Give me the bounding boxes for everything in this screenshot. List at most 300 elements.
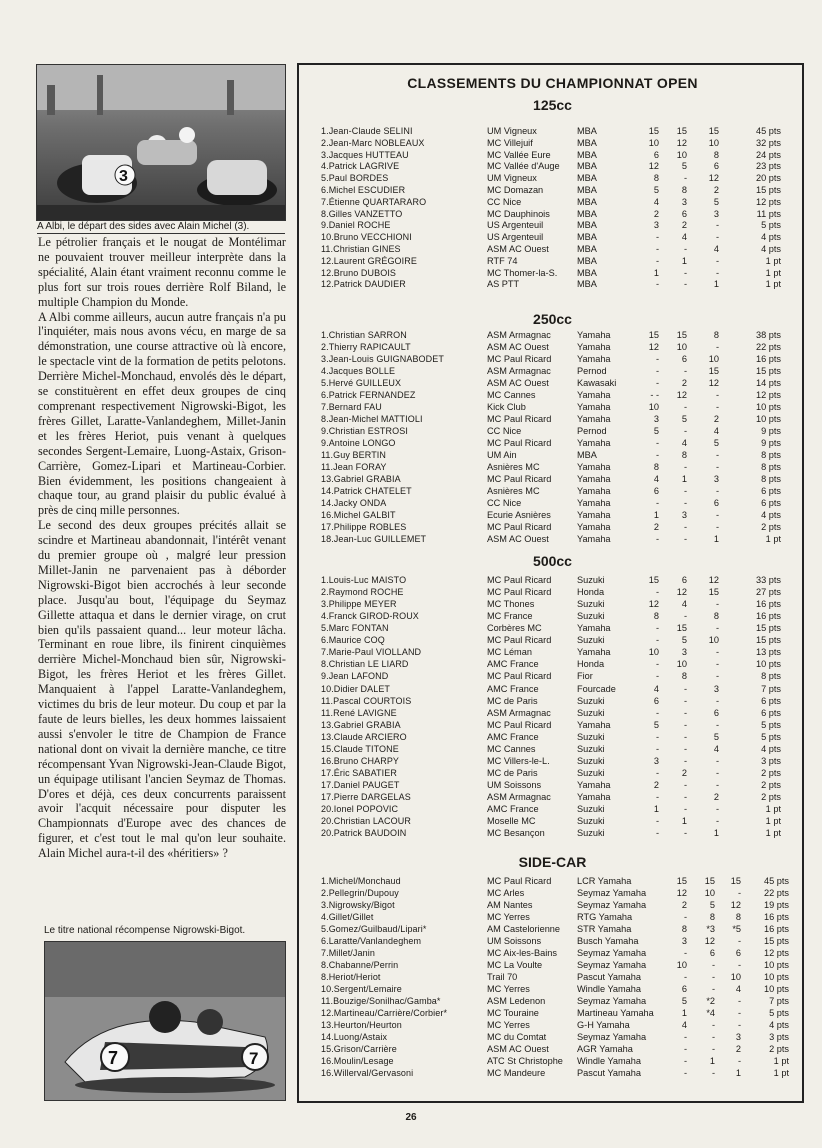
round-2-points: 15 xyxy=(676,330,687,340)
machine: Seymaz Yamaha xyxy=(577,948,647,958)
round-3-points: 10 xyxy=(708,635,719,646)
total-points: 1 pt xyxy=(765,828,781,839)
round-2-points: - xyxy=(683,402,687,412)
total-points: 32 pts xyxy=(755,137,781,148)
total-points: 1 pt xyxy=(765,534,781,544)
section-title: 125cc xyxy=(533,97,572,113)
round-2-points: 1 xyxy=(709,1056,715,1066)
total-points: 2 pts xyxy=(769,1044,789,1054)
machine: Suzuki xyxy=(577,743,605,754)
result-row xyxy=(299,219,806,231)
rider-name: 6.Michel ESCUDIER xyxy=(321,185,406,195)
total-points: 23 pts xyxy=(755,161,781,172)
machine: Suzuki xyxy=(577,804,605,815)
round-3-points: - xyxy=(715,220,719,231)
round-2-points: - xyxy=(683,731,687,742)
rider-name: 10.Sergent/Lemaire xyxy=(321,984,402,994)
club: MC du Comtat xyxy=(487,1032,547,1042)
total-points: 12 pts xyxy=(755,390,781,400)
round-3-points: 8 xyxy=(735,912,741,922)
machine: MBA xyxy=(577,255,597,266)
rider-name: 17.Philippe ROBLES xyxy=(321,522,407,532)
result-row xyxy=(299,231,806,243)
round-2-points: - xyxy=(711,1068,715,1078)
round-1-points: 12 xyxy=(648,342,659,352)
round-3-points: - xyxy=(715,255,719,266)
club: MC France xyxy=(487,611,533,622)
round-2-points: - xyxy=(711,984,715,994)
rider-name: 12.Laurent GRÉGOIRE xyxy=(321,255,417,266)
round-2-points: 6 xyxy=(681,208,687,219)
round-2-points: - xyxy=(683,828,687,839)
total-points: 15 pts xyxy=(755,185,781,195)
round-3-points: 2 xyxy=(713,185,719,195)
rider-name: 12.Bruno DUBOIS xyxy=(321,267,397,278)
total-points: 1 pt xyxy=(765,267,781,278)
total-points: 4 pts xyxy=(761,510,781,520)
machine: STR Yamaha xyxy=(577,924,632,934)
total-points: 1 pt xyxy=(773,1056,789,1066)
club: Moselle MC xyxy=(487,816,536,827)
round-1-points: 1 xyxy=(653,510,659,520)
total-points: 1 pt xyxy=(765,804,781,815)
round-3-points: - xyxy=(715,671,719,682)
round-3-points: 4 xyxy=(713,743,719,754)
svg-text:3: 3 xyxy=(119,168,128,185)
machine: MBA xyxy=(577,267,597,278)
club: ASM AC Ouest xyxy=(487,244,549,254)
round-3-points: 6 xyxy=(713,498,719,508)
result-row xyxy=(299,533,806,545)
total-points: 6 pts xyxy=(761,707,781,718)
round-1-points: - xyxy=(655,587,659,598)
round-2-points: 12 xyxy=(704,936,715,946)
round-3-points: 10 xyxy=(730,972,741,982)
rider-name: 16.Moulin/Lesage xyxy=(321,1056,394,1066)
round-2-points: - xyxy=(683,792,687,803)
round-1-points: 15 xyxy=(648,575,659,585)
result-row xyxy=(299,935,806,947)
result-row xyxy=(299,1067,806,1079)
club: ASM AC Ouest xyxy=(487,1044,549,1054)
total-points: 16 pts xyxy=(763,912,789,922)
photo-top-caption: A Albi, le départ des sides avec Alain Michel (3). xyxy=(37,221,285,234)
round-1-points: - xyxy=(683,1044,687,1054)
round-2-points: - xyxy=(711,972,715,982)
round-2-points: 15 xyxy=(704,876,715,886)
result-row xyxy=(299,329,806,341)
total-points: 8 pts xyxy=(761,671,781,682)
round-1-points: - xyxy=(683,972,687,982)
round-3-points: - xyxy=(737,960,741,970)
round-2-points: 12 xyxy=(676,587,687,598)
result-row xyxy=(299,887,806,899)
round-1-points: - xyxy=(683,1032,687,1042)
rider-name: 11.Guy BERTIN xyxy=(321,450,386,460)
result-row xyxy=(299,923,806,935)
round-3-points: 8 xyxy=(713,330,719,340)
round-2-points: - xyxy=(683,267,687,278)
club: Asnières MC xyxy=(487,486,540,496)
rider-name: 7.Bernard FAU xyxy=(321,402,382,412)
total-points: 7 pts xyxy=(761,683,781,694)
club: ATC St Christophe xyxy=(487,1056,563,1066)
round-2-points: 10 xyxy=(704,888,715,898)
round-2-points: 8 xyxy=(681,185,687,195)
result-row xyxy=(299,160,806,172)
club: MC Paul Ricard xyxy=(487,876,552,886)
rider-name: 1.Christian SARRON xyxy=(321,330,407,340)
rider-name: 8.Gilles VANZETTO xyxy=(321,208,403,219)
round-3-points: - xyxy=(715,816,719,827)
result-row xyxy=(299,574,806,586)
rider-name: 2.Jean-Marc NOBLEAUX xyxy=(321,137,425,148)
rider-name: 12.Martineau/Carrière/Corbier* xyxy=(321,1008,448,1018)
result-row xyxy=(299,755,806,767)
round-1-points: 6 xyxy=(653,695,659,706)
round-1-points: - xyxy=(655,354,659,364)
club: AM Nantes xyxy=(487,900,533,910)
machine: Suzuki xyxy=(577,695,605,706)
machine: MBA xyxy=(577,185,597,195)
round-2-points: 6 xyxy=(681,354,687,364)
club: ASM Ledenon xyxy=(487,996,546,1006)
result-row xyxy=(299,473,806,485)
result-row xyxy=(299,827,806,839)
club: AMC France xyxy=(487,683,539,694)
round-1-points: 8 xyxy=(653,462,659,472)
rider-name: 8.Chabanne/Perrin xyxy=(321,960,399,970)
total-points: 1 pt xyxy=(765,279,781,290)
total-points: 10 pts xyxy=(763,960,789,970)
total-points: 2 pts xyxy=(761,522,781,532)
club: UM Vigneux xyxy=(487,126,537,136)
round-1-points: 2 xyxy=(653,780,659,791)
rider-name: 17.Daniel PAUGET xyxy=(321,780,400,791)
rider-name: 8.Christian LE LIARD xyxy=(321,659,409,670)
result-row xyxy=(299,1055,806,1067)
result-row xyxy=(299,353,806,365)
machine: LCR Yamaha xyxy=(577,876,632,886)
result-row xyxy=(299,521,806,533)
club: MC Villers-le-L. xyxy=(487,755,550,766)
machine: Yamaha xyxy=(577,462,611,472)
result-row xyxy=(299,149,806,161)
machine: Seymaz Yamaha xyxy=(577,1032,647,1042)
round-3-points: - xyxy=(715,402,719,412)
round-2-points: - xyxy=(711,960,715,970)
round-1-points: - xyxy=(655,731,659,742)
machine: Yamaha xyxy=(577,414,611,424)
machine: Yamaha xyxy=(577,498,611,508)
result-row xyxy=(299,377,806,389)
round-1-points: - xyxy=(655,450,659,460)
round-1-points: 6 xyxy=(653,149,659,160)
club: ASM AC Ouest xyxy=(487,378,549,388)
round-3-points: 12 xyxy=(708,173,719,184)
rider-name: 9.Antoine LONGO xyxy=(321,438,396,448)
result-row xyxy=(299,413,806,425)
total-points: 24 pts xyxy=(755,149,781,160)
result-row xyxy=(299,971,806,983)
svg-text:7: 7 xyxy=(249,1049,259,1068)
round-3-points: - xyxy=(715,450,719,460)
machine: Suzuki xyxy=(577,575,605,585)
round-2-points: - xyxy=(683,366,687,376)
round-2-points: - xyxy=(711,1032,715,1042)
machine: Martineau Yamaha xyxy=(577,1008,654,1018)
round-1-points: - xyxy=(655,743,659,754)
rider-name: 4.Gillet/Gillet xyxy=(321,912,374,922)
total-points: 16 pts xyxy=(763,924,789,934)
machine: MBA xyxy=(577,173,597,184)
machine: MBA xyxy=(577,244,597,254)
rider-name: 5.Hervé GUILLEUX xyxy=(321,378,402,388)
round-3-points: 2 xyxy=(735,1044,741,1054)
machine: G-H Yamaha xyxy=(577,1020,630,1030)
rider-name: 16.Michel GALBIT xyxy=(321,510,396,520)
total-points: 11 pts xyxy=(756,208,781,219)
round-1-points: 15 xyxy=(676,876,687,886)
round-1-points: - xyxy=(655,279,659,290)
total-points: 13 pts xyxy=(755,647,781,658)
round-3-points: 1 xyxy=(735,1068,741,1078)
rider-name: 12.Patrick DAUDIER xyxy=(321,279,406,290)
rider-name: 10.Didier DALET xyxy=(321,683,391,694)
club: AMC France xyxy=(487,659,539,670)
round-2-points: 2 xyxy=(681,378,687,388)
round-2-points: 10 xyxy=(676,149,687,160)
result-row xyxy=(299,1031,806,1043)
round-1-points: 4 xyxy=(653,474,659,484)
machine: Honda xyxy=(577,659,605,670)
rider-name: 16.Willerval/Gervasoni xyxy=(321,1068,414,1078)
round-1-points: 15 xyxy=(648,126,659,136)
round-1-points: 10 xyxy=(676,960,687,970)
rider-name: 7.Marie-Paul VIOLLAND xyxy=(321,647,422,658)
round-3-points: - xyxy=(715,780,719,791)
round-3-points: 6 xyxy=(713,707,719,718)
round-2-points: 2 xyxy=(681,767,687,778)
result-row xyxy=(299,695,806,707)
round-2-points: - xyxy=(683,244,687,254)
total-points: 3 pts xyxy=(769,1032,789,1042)
rider-name: 9.Daniel ROCHE xyxy=(321,220,391,231)
total-points: 4 pts xyxy=(761,743,781,754)
round-3-points: 10 xyxy=(708,354,719,364)
section-title: 250cc xyxy=(533,311,572,327)
total-points: 16 pts xyxy=(755,599,781,610)
round-3-points: - xyxy=(715,522,719,532)
round-3-points: 12 xyxy=(708,378,719,388)
machine: Suzuki xyxy=(577,599,605,610)
club: MC Villejuif xyxy=(487,137,533,148)
club: MC Yerres xyxy=(487,912,530,922)
round-1-points: - xyxy=(683,1056,687,1066)
total-points: 22 pts xyxy=(755,342,781,352)
result-row xyxy=(299,947,806,959)
total-points: 6 pts xyxy=(761,498,781,508)
round-1-points: 10 xyxy=(648,402,659,412)
round-3-points: *5 xyxy=(732,924,741,934)
result-row xyxy=(299,983,806,995)
round-2-points: - xyxy=(683,707,687,718)
rider-name: 8.Heriot/Heriot xyxy=(321,972,381,982)
club: MC Besançon xyxy=(487,828,545,839)
round-3-points: - xyxy=(715,510,719,520)
result-row xyxy=(299,341,806,353)
round-3-points: 8 xyxy=(713,149,719,160)
total-points: 10 pts xyxy=(755,414,781,424)
round-2-points: - xyxy=(711,1044,715,1054)
rider-name: 3.Philippe MEYER xyxy=(321,599,397,610)
club: US Argenteuil xyxy=(487,220,544,231)
club: MC Paul Ricard xyxy=(487,438,552,448)
total-points: 10 pts xyxy=(763,984,789,994)
total-points: 9 pts xyxy=(761,426,781,436)
page-title: CLASSEMENTS DU CHAMPIONNAT OPEN xyxy=(407,75,698,91)
round-2-points: 2 xyxy=(681,220,687,231)
club: Corbères MC xyxy=(487,623,542,634)
total-points: 15 pts xyxy=(755,623,781,634)
round-2-points: 3 xyxy=(681,510,687,520)
club: AS PTT xyxy=(487,279,520,290)
club: MC Arles xyxy=(487,888,525,898)
round-3-points: 5 xyxy=(713,731,719,742)
rider-name: 20.Ionel POPOVIC xyxy=(321,804,399,815)
round-1-points: 1 xyxy=(653,267,659,278)
round-3-points: - xyxy=(715,232,719,243)
club: MC de Paris xyxy=(487,767,538,778)
total-points: 20 pts xyxy=(755,173,781,184)
round-3-points: 12 xyxy=(730,900,741,910)
rider-name: 15.Grison/Carrière xyxy=(321,1044,397,1054)
round-1-points: 12 xyxy=(648,599,659,610)
round-3-points: 3 xyxy=(713,683,719,694)
round-3-points: 4 xyxy=(735,984,741,994)
rider-name: 13.Heurton/Heurton xyxy=(321,1020,402,1030)
round-2-points: - xyxy=(683,611,687,622)
machine: Suzuki xyxy=(577,828,605,839)
round-3-points: - xyxy=(715,342,719,352)
result-row xyxy=(299,743,806,755)
machine: Pernod xyxy=(577,366,607,376)
machine: Fior xyxy=(577,671,593,682)
round-3-points: 1 xyxy=(713,279,719,290)
club: ASM AC Ouest xyxy=(487,342,549,352)
club: MC Cannes xyxy=(487,743,536,754)
round-3-points: 8 xyxy=(713,611,719,622)
rider-name: 11.Pascal COURTOIS xyxy=(321,695,412,706)
result-row xyxy=(299,137,806,149)
result-row xyxy=(299,911,806,923)
total-points: 2 pts xyxy=(761,780,781,791)
round-1-points: - xyxy=(655,623,659,634)
total-points: 10 pts xyxy=(763,972,789,982)
round-1-points: 4 xyxy=(653,683,659,694)
machine: RTG Yamaha xyxy=(577,912,633,922)
total-points: 5 pts xyxy=(769,1008,789,1018)
round-1-points: 15 xyxy=(648,330,659,340)
rider-name: 14.Luong/Astaix xyxy=(321,1032,388,1042)
total-points: 19 pts xyxy=(763,900,789,910)
round-1-points: - xyxy=(655,659,659,670)
round-1-points: 10 xyxy=(648,647,659,658)
round-1-points: - xyxy=(655,816,659,827)
round-1-points: 6 xyxy=(681,984,687,994)
machine: Yamaha xyxy=(577,522,611,532)
machine: Seymaz Yamaha xyxy=(577,960,647,970)
total-points: 6 pts xyxy=(761,695,781,706)
round-1-points: 4 xyxy=(653,196,659,207)
club: CC Nice xyxy=(487,426,522,436)
result-row xyxy=(299,995,806,1007)
result-row xyxy=(299,767,806,779)
total-points: 16 pts xyxy=(755,611,781,622)
result-row xyxy=(299,401,806,413)
machine: Kawasaki xyxy=(577,378,617,388)
round-1-points: - xyxy=(655,635,659,646)
round-1-points: - xyxy=(655,255,659,266)
round-2-points: - xyxy=(683,683,687,694)
result-row xyxy=(299,497,806,509)
total-points: 5 pts xyxy=(761,220,781,231)
round-2-points: 5 xyxy=(681,635,687,646)
round-3-points: - xyxy=(715,486,719,496)
round-1-points: 2 xyxy=(681,900,687,910)
result-row xyxy=(299,425,806,437)
result-row xyxy=(299,779,806,791)
result-row xyxy=(299,437,806,449)
club: MC Paul Ricard xyxy=(487,587,552,598)
results-box xyxy=(297,63,804,1103)
result-row xyxy=(299,791,806,803)
round-1-points: 1 xyxy=(681,1008,687,1018)
club: MC Léman xyxy=(487,647,532,658)
round-3-points: 15 xyxy=(708,587,719,598)
machine: MBA xyxy=(577,279,597,290)
total-points: 2 pts xyxy=(761,792,781,803)
machine: MBA xyxy=(577,161,597,172)
club: MC Domazan xyxy=(487,185,544,195)
club: MC Thones xyxy=(487,599,535,610)
article-paragraph: Le second des deux groupes précités allait se scindre et Martineau abandonnait, l'intérêt venant du premier groupe où , malgré leur pression Millet-Janin ne parvenaient pas à déborder Nigrowski-Bigot bien accrochés à leur seconde place. Jusqu'au bout, l'équipage du Seymaz Gillette attaqua et dans le dernier virage, on crut bien qu'ils passaient quand... leur moteur lâcha. Terminant en roue libre, ils finirent cinquièmes derrière Michel-Monchaud bien sûr, Nigrowski-Bigot, les frères Heriot et les frères Gillet. Manquaient à l'appel Laratte-Vanlandeghem, victimes du bris de leur moteur. Du coup et par la faute de leurs bielles, les deux hommes laissaient aussi s'envoler le titre de Champion de France national dont on vivait la dernière manche, ce titre récompensant Yvan Nigrowski-Jean-Claude Bigot, un équipage utilisant l'ancien Seymaz de Thomas. D'ores et déjà, ces deux concurrents paraissent avoir l'acquit nécessaire pour disputer les Championnats d'Europe avec des chances de figurer, et c'est tout le mal qu'on leur souhaite. Alain Michel aura-t-il des «héritiers» ? xyxy=(38,518,286,861)
round-1-points: 3 xyxy=(681,936,687,946)
machine: Pernod xyxy=(577,426,607,436)
rider-name: 7.Millet/Janin xyxy=(321,948,375,958)
round-2-points: 3 xyxy=(681,196,687,207)
machine: Yamaha xyxy=(577,354,611,364)
round-1-points: 12 xyxy=(648,161,659,172)
round-1-points: 5 xyxy=(653,185,659,195)
rider-name: 3.Jean-Louis GUIGNABODET xyxy=(321,354,444,364)
machine: Suzuki xyxy=(577,635,605,646)
round-1-points: - xyxy=(655,232,659,243)
result-row xyxy=(299,683,806,695)
club: MC Paul Ricard xyxy=(487,474,552,484)
result-row xyxy=(299,815,806,827)
rider-name: 3.Nigrowsky/Bigot xyxy=(321,900,395,910)
club: MC La Voulte xyxy=(487,960,543,970)
rider-name: 9.Christian ESTROSI xyxy=(321,426,408,436)
machine: AGR Yamaha xyxy=(577,1044,633,1054)
round-1-points: 3 xyxy=(653,414,659,424)
rider-name: 17.Éric SABATIER xyxy=(321,767,397,778)
club: AM Castelorienne xyxy=(487,924,561,934)
round-3-points: 3 xyxy=(735,1032,741,1042)
machine: MBA xyxy=(577,126,597,136)
result-row xyxy=(299,125,806,137)
